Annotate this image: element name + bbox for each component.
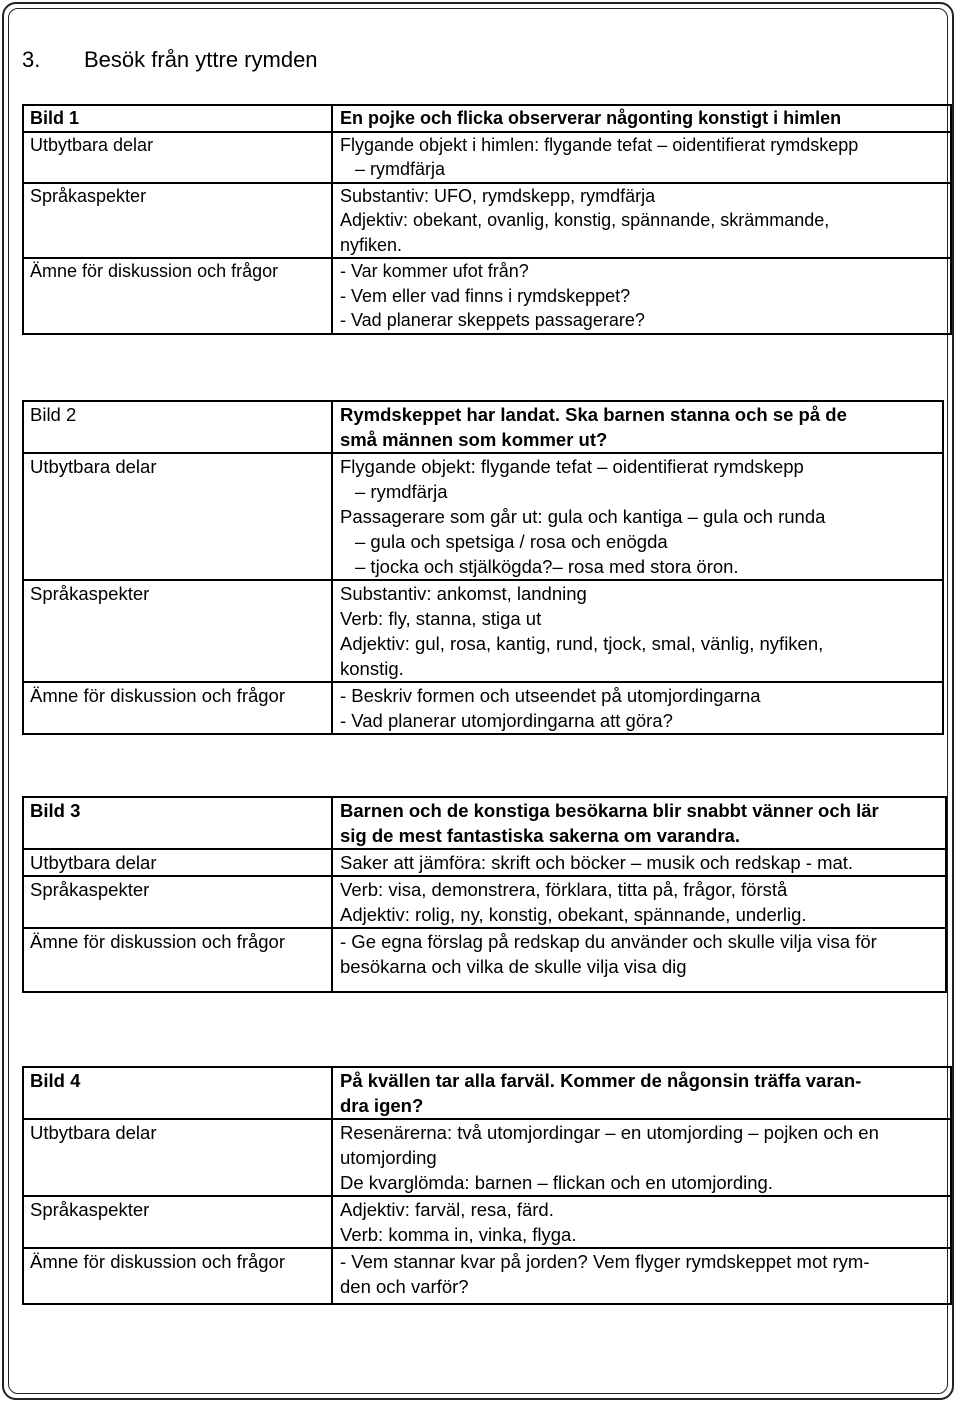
utbytbara-label: Utbytbara delar — [23, 453, 332, 580]
page-heading — [22, 45, 318, 75]
bild-2-table — [22, 400, 944, 735]
table-row — [23, 453, 943, 580]
table-row — [23, 132, 951, 183]
bild-label: Bild 1 — [23, 105, 332, 132]
table-row — [23, 258, 951, 334]
utbytbara-label: Utbytbara delar — [23, 132, 332, 183]
heading-number: 3. — [22, 47, 41, 72]
utbytbara-label: Utbytbara delar — [23, 849, 332, 876]
bild-caption: På kvällen tar alla farväl. Kommer de någonsin träffa varan- dra igen? — [332, 1067, 951, 1119]
sprak-label: Språkaspekter — [23, 580, 332, 682]
amne-label: Ämne för diskussion och frågor — [23, 928, 332, 992]
table-row — [23, 580, 943, 682]
amne-value: - Var kommer ufot från? - Vem eller vad finns i rymdskeppet? - Vad planerar skeppets passagerare? — [332, 258, 951, 334]
sprak-value: Substantiv: UFO, rymdskepp, rymdfärja Adjektiv: obekant, ovanlig, konstig, spännande, skrämmande, nyfiken. — [332, 183, 951, 259]
bild-1-table — [22, 104, 952, 335]
table-row — [23, 1119, 951, 1196]
amne-label: Ämne för diskussion och frågor — [23, 1248, 332, 1304]
heading-title: Besök från yttre rymden — [84, 47, 318, 72]
table-row — [23, 928, 946, 992]
table-row — [23, 849, 946, 876]
bild-caption: Barnen och de konstiga besökarna blir snabbt vänner och lär sig de mest fantastiska sakerna om varandra. — [332, 797, 946, 849]
table-row — [23, 876, 946, 928]
table-row — [23, 682, 943, 734]
utbytbara-label: Utbytbara delar — [23, 1119, 332, 1196]
sprak-label: Språkaspekter — [23, 1196, 332, 1248]
bild-label: Bild 4 — [23, 1067, 332, 1119]
sprak-value: Adjektiv: farväl, resa, färd. Verb: komma in, vinka, flyga. — [332, 1196, 951, 1248]
bild-4-table — [22, 1066, 952, 1305]
table-row — [23, 401, 943, 453]
table-row — [23, 1248, 951, 1304]
bild-caption: En pojke och flicka observerar någonting konstigt i himlen — [332, 105, 951, 132]
table-row — [23, 1196, 951, 1248]
utbytbara-value: Flygande objekt: flygande tefat – oidentifierat rymdskepp – rymdfärja Passagerare som går ut: gula och kantiga – gula och runda – gula och spetsiga / rosa och enögda – tjocka och stjälkögda?– rosa med stora öron. — [332, 453, 943, 580]
utbytbara-value: Saker att jämföra: skrift och böcker – musik och redskap - mat. — [332, 849, 946, 876]
bild-3-table — [22, 796, 947, 993]
utbytbara-value: Flygande objekt i himlen: flygande tefat – oidentifierat rymdskepp – rymdfärja — [332, 132, 951, 183]
sprak-value: Verb: visa, demonstrera, förklara, titta på, frågor, förstå Adjektiv: rolig, ny, konstig, obekant, spännande, underlig. — [332, 876, 946, 928]
bild-caption: Rymdskeppet har landat. Ska barnen stanna och se på de små männen som kommer ut? — [332, 401, 943, 453]
table-row — [23, 1067, 951, 1119]
amne-value: - Vem stannar kvar på jorden? Vem flyger rymdskeppet mot rym- den och varför? — [332, 1248, 951, 1304]
bild-label: Bild 3 — [23, 797, 332, 849]
table-row — [23, 797, 946, 849]
sprak-label: Språkaspekter — [23, 183, 332, 259]
amne-label: Ämne för diskussion och frågor — [23, 682, 332, 734]
sprak-label: Språkaspekter — [23, 876, 332, 928]
amne-label: Ämne för diskussion och frågor — [23, 258, 332, 334]
utbytbara-value: Resenärerna: två utomjordingar – en utomjording – pojken och en utomjording De kvarglömda: barnen – flickan och en utomjording. — [332, 1119, 951, 1196]
bild-label: Bild 2 — [23, 401, 332, 453]
sprak-value: Substantiv: ankomst, landning Verb: fly, stanna, stiga ut Adjektiv: gul, rosa, kantig, rund, tjock, smal, vänlig, nyfiken, konstig. — [332, 580, 943, 682]
amne-value: - Ge egna förslag på redskap du använder och skulle vilja visa för besökarna och vilka de skulle vilja visa dig — [332, 928, 946, 992]
amne-value: - Beskriv formen och utseendet på utomjordingarna - Vad planerar utomjordingarna att göra? — [332, 682, 943, 734]
table-row — [23, 183, 951, 259]
table-row — [23, 105, 951, 132]
